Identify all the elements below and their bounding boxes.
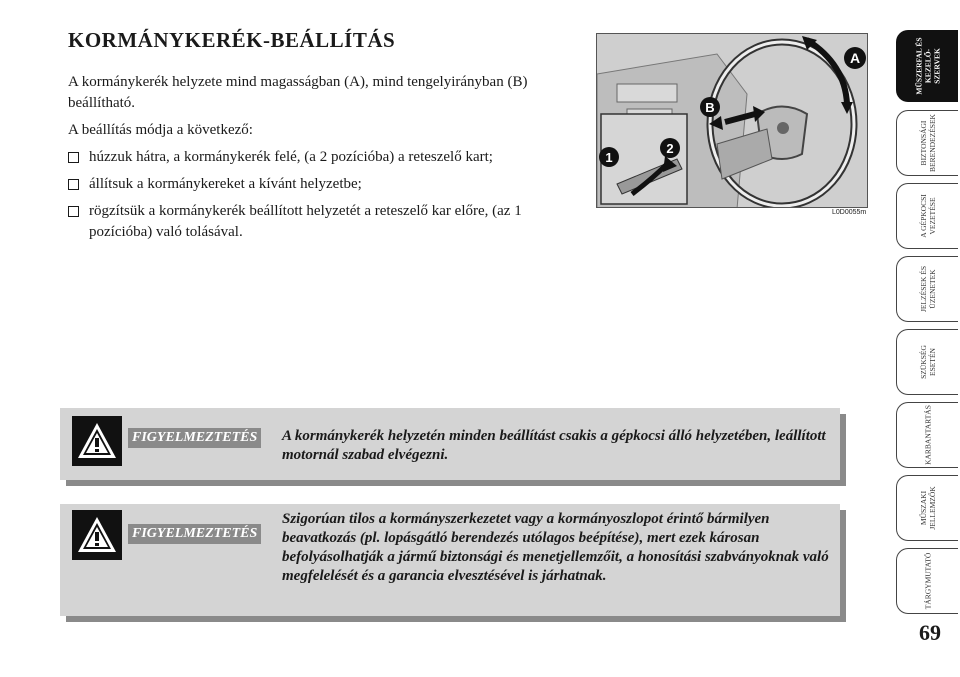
warning-box [60, 408, 840, 480]
tab-muszaki-jellemzok[interactable] [896, 475, 958, 541]
figure-code: L0D0055m [832, 209, 867, 216]
page-title: KORMÁNYKERÉK-BEÁLLÍTÁS [68, 28, 396, 52]
tab-gepkocsi-vezetese[interactable] [896, 183, 958, 249]
warning-text: A kormánykerék helyzetén minden beállítást csakis a gépkocsi álló helyzetében, leállított motornál szabad elvégezni. [282, 428, 826, 463]
tab-label: MŰSZERFAL ÉS KEZELŐ-SZERVEK [914, 37, 941, 95]
tab-label: BIZTONSÁGI BERENDEZÉSEK [918, 114, 937, 172]
method-paragraph: A beállítás módja a következő: [68, 122, 253, 138]
tab-label: MŰSZAKI JELLEMZŐK [918, 486, 937, 530]
checkbox-bullet-icon [68, 152, 79, 163]
chapter-tabs [896, 30, 960, 630]
tab-label: SZÜKSÉG ESETÉN [918, 345, 937, 379]
label-b: B [705, 100, 715, 115]
list-item-text: húzzuk hátra, a kormánykerék felé, (a 2 pozícióba) a reteszelő kart; [89, 149, 493, 165]
tab-label: KARBANTARTÁS [923, 405, 932, 465]
steering-wheel-drawing [597, 34, 868, 208]
warning-triangle-icon [72, 510, 122, 560]
list-item [68, 174, 573, 195]
warning-label: FIGYELMEZTETÉS [128, 428, 261, 448]
checkbox-bullet-icon [68, 179, 79, 190]
list-item-text: állítsuk a kormánykereket a kívánt helyzetbe; [89, 176, 362, 192]
warning-label: FIGYELMEZTETÉS [128, 524, 261, 544]
tab-label: TÁRGYMUTATÓ [923, 552, 932, 610]
tab-targymutato[interactable] [896, 548, 958, 614]
label-one: 1 [605, 150, 613, 165]
label-a: A [849, 50, 861, 66]
page-number: 69 [919, 620, 941, 645]
warning-triangle-icon [72, 416, 122, 466]
steering-wheel-illustration [596, 33, 868, 208]
list-item-text: rögzítsük a kormánykerék beállított helyzetét a reteszelő kar előre, (az 1 pozícióba) való tolásával. [89, 203, 522, 240]
label-two: 2 [666, 141, 674, 156]
intro-paragraph: A kormánykerék helyzete mind magasságban (A), mind tengelyirányban (B) beállítható. [68, 74, 528, 111]
list-item [68, 201, 573, 243]
tab-label: A GÉPKOCSI VEZETÉSE [918, 194, 937, 238]
tab-karbantartas[interactable] [896, 402, 958, 468]
tab-szukseg-eseten[interactable] [896, 329, 958, 395]
tab-jelzesek[interactable] [896, 256, 958, 322]
body-text [68, 72, 573, 249]
warning-box [60, 504, 840, 616]
checkbox-bullet-icon [68, 206, 79, 217]
tab-muszerfal[interactable] [896, 30, 958, 102]
tab-label: JELZÉSEK ÉS ÜZENETEK [918, 265, 937, 313]
list-item [68, 147, 573, 168]
tab-biztonsagi[interactable] [896, 110, 958, 176]
warning-text: Szigorúan tilos a kormányszerkezetet vagy a kormányoszlopot érintő bármilyen beavatkozás (pl. lopásgátló berendezés utólagos beépítése), mert ezek károsan befolyásolhatják a jármű biztonsági és menetjellemzőit, a honosítási szabványoknak való megfelelését és a garancia elvesztésével is járhatnak. [282, 511, 829, 584]
